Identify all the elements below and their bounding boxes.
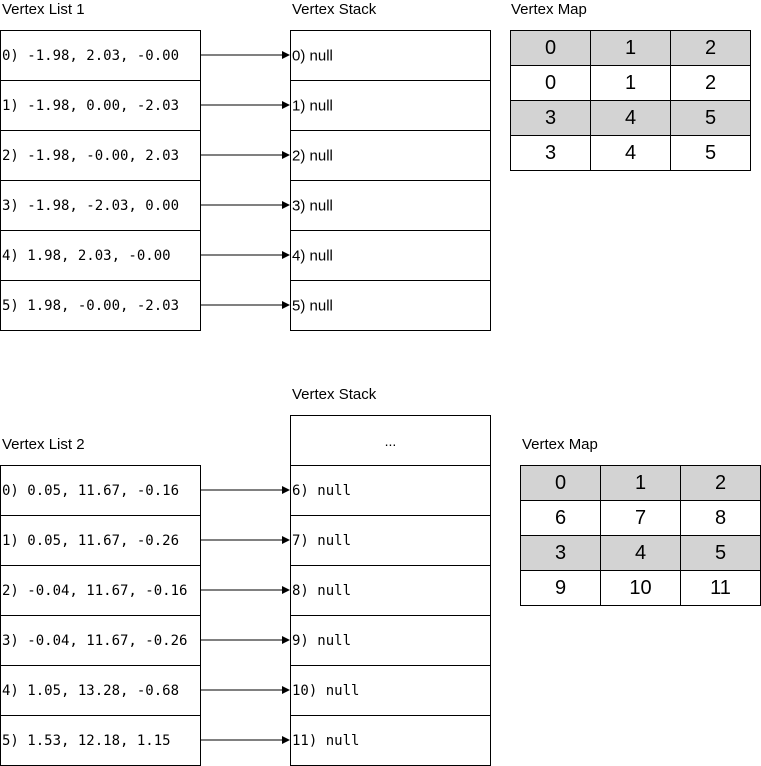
vertex-stack-2-item-text: 6) null xyxy=(292,482,352,499)
vertex-map-2-cell: 11 xyxy=(681,571,761,606)
vertex-map-2-title: Vertex Map xyxy=(522,436,598,453)
vertex-list-1-title: Vertex List 1 xyxy=(2,1,85,18)
vertex-list-1-item-text: 3) -1.98, -2.03, 0.00 xyxy=(2,197,180,214)
vertex-map-1-cell: 3 xyxy=(511,136,591,171)
vertex-stack-2-ellipsis: ... xyxy=(384,432,397,449)
vertex-stack-1-item-text: 1) null xyxy=(292,97,333,114)
vertex-map-2-cell: 2 xyxy=(681,466,761,501)
vertex-list-1-item-text: 4) 1.98, 2.03, -0.00 xyxy=(2,247,171,264)
vertex-stack-1-item-text: 0) null xyxy=(292,47,333,64)
vertex-map-1-cell: 5 xyxy=(671,136,751,171)
vertex-map-1-cell: 0 xyxy=(511,66,591,101)
vertex-map-1-title: Vertex Map xyxy=(511,1,587,18)
vertex-stack-2-item-text: 7) null xyxy=(292,532,352,549)
vertex-stack-2-item-text: 9) null xyxy=(292,632,352,649)
vertex-map-2-cell: 6 xyxy=(521,501,601,536)
vertex-stack-1-item-text: 4) null xyxy=(292,247,333,264)
vertex-list-1-item-text: 2) -1.98, -0.00, 2.03 xyxy=(2,147,180,164)
vertex-stack-1-item-text: 2) null xyxy=(292,147,333,164)
vertex-stack-1-item-text: 5) null xyxy=(292,297,333,314)
vertex-list-2-item-text: 2) -0.04, 11.67, -0.16 xyxy=(2,582,188,599)
vertex-map-1-cell: 3 xyxy=(511,101,591,136)
vertex-map-1-cell: 4 xyxy=(591,136,671,171)
vertex-map-2-cell: 0 xyxy=(521,466,601,501)
vertex-map-1-cell: 2 xyxy=(671,66,751,101)
vertex-stack-2-title: Vertex Stack xyxy=(292,386,377,403)
vertex-map-1-cell: 1 xyxy=(591,31,671,66)
vertex-map-1-cell: 5 xyxy=(671,101,751,136)
vertex-list-1-item-text: 5) 1.98, -0.00, -2.03 xyxy=(2,297,180,314)
vertex-map-2-cell: 4 xyxy=(601,536,681,571)
vertex-stack-2-item-text: 11) null xyxy=(292,732,360,749)
vertex-list-2-item-text: 3) -0.04, 11.67, -0.26 xyxy=(2,632,188,649)
vertex-list-1-item-text: 1) -1.98, 0.00, -2.03 xyxy=(2,97,180,114)
vertex-list-2-item-text: 0) 0.05, 11.67, -0.16 xyxy=(2,482,180,499)
vertex-map-1-cell: 4 xyxy=(591,101,671,136)
vertex-stack-1-title: Vertex Stack xyxy=(292,1,377,18)
vertex-list-2-title: Vertex List 2 xyxy=(2,436,85,453)
vertex-list-2-item-text: 5) 1.53, 12.18, 1.15 xyxy=(2,732,171,749)
vertex-map-2-cell: 5 xyxy=(681,536,761,571)
vertex-stack-2-item-text: 10) null xyxy=(292,682,360,699)
vertex-list-2-item-text: 4) 1.05, 13.28, -0.68 xyxy=(2,682,180,699)
vertex-stack-1-item-text: 3) null xyxy=(292,197,333,214)
vertex-list-2-item-text: 1) 0.05, 11.67, -0.26 xyxy=(2,532,180,549)
vertex-map-2-cell: 3 xyxy=(521,536,601,571)
vertex-list-1-item-text: 0) -1.98, 2.03, -0.00 xyxy=(2,47,180,64)
vertex-map-2-cell: 7 xyxy=(601,501,681,536)
vertex-map-2-cell: 8 xyxy=(681,501,761,536)
vertex-map-1-cell: 1 xyxy=(591,66,671,101)
vertex-map-1-cell: 2 xyxy=(671,31,751,66)
vertex-map-2-cell: 9 xyxy=(521,571,601,606)
vertex-map-1-cell: 0 xyxy=(511,31,591,66)
vertex-stack-2-item-text: 8) null xyxy=(292,582,352,599)
vertex-map-2-cell: 1 xyxy=(601,466,681,501)
vertex-map-2-cell: 10 xyxy=(601,571,681,606)
